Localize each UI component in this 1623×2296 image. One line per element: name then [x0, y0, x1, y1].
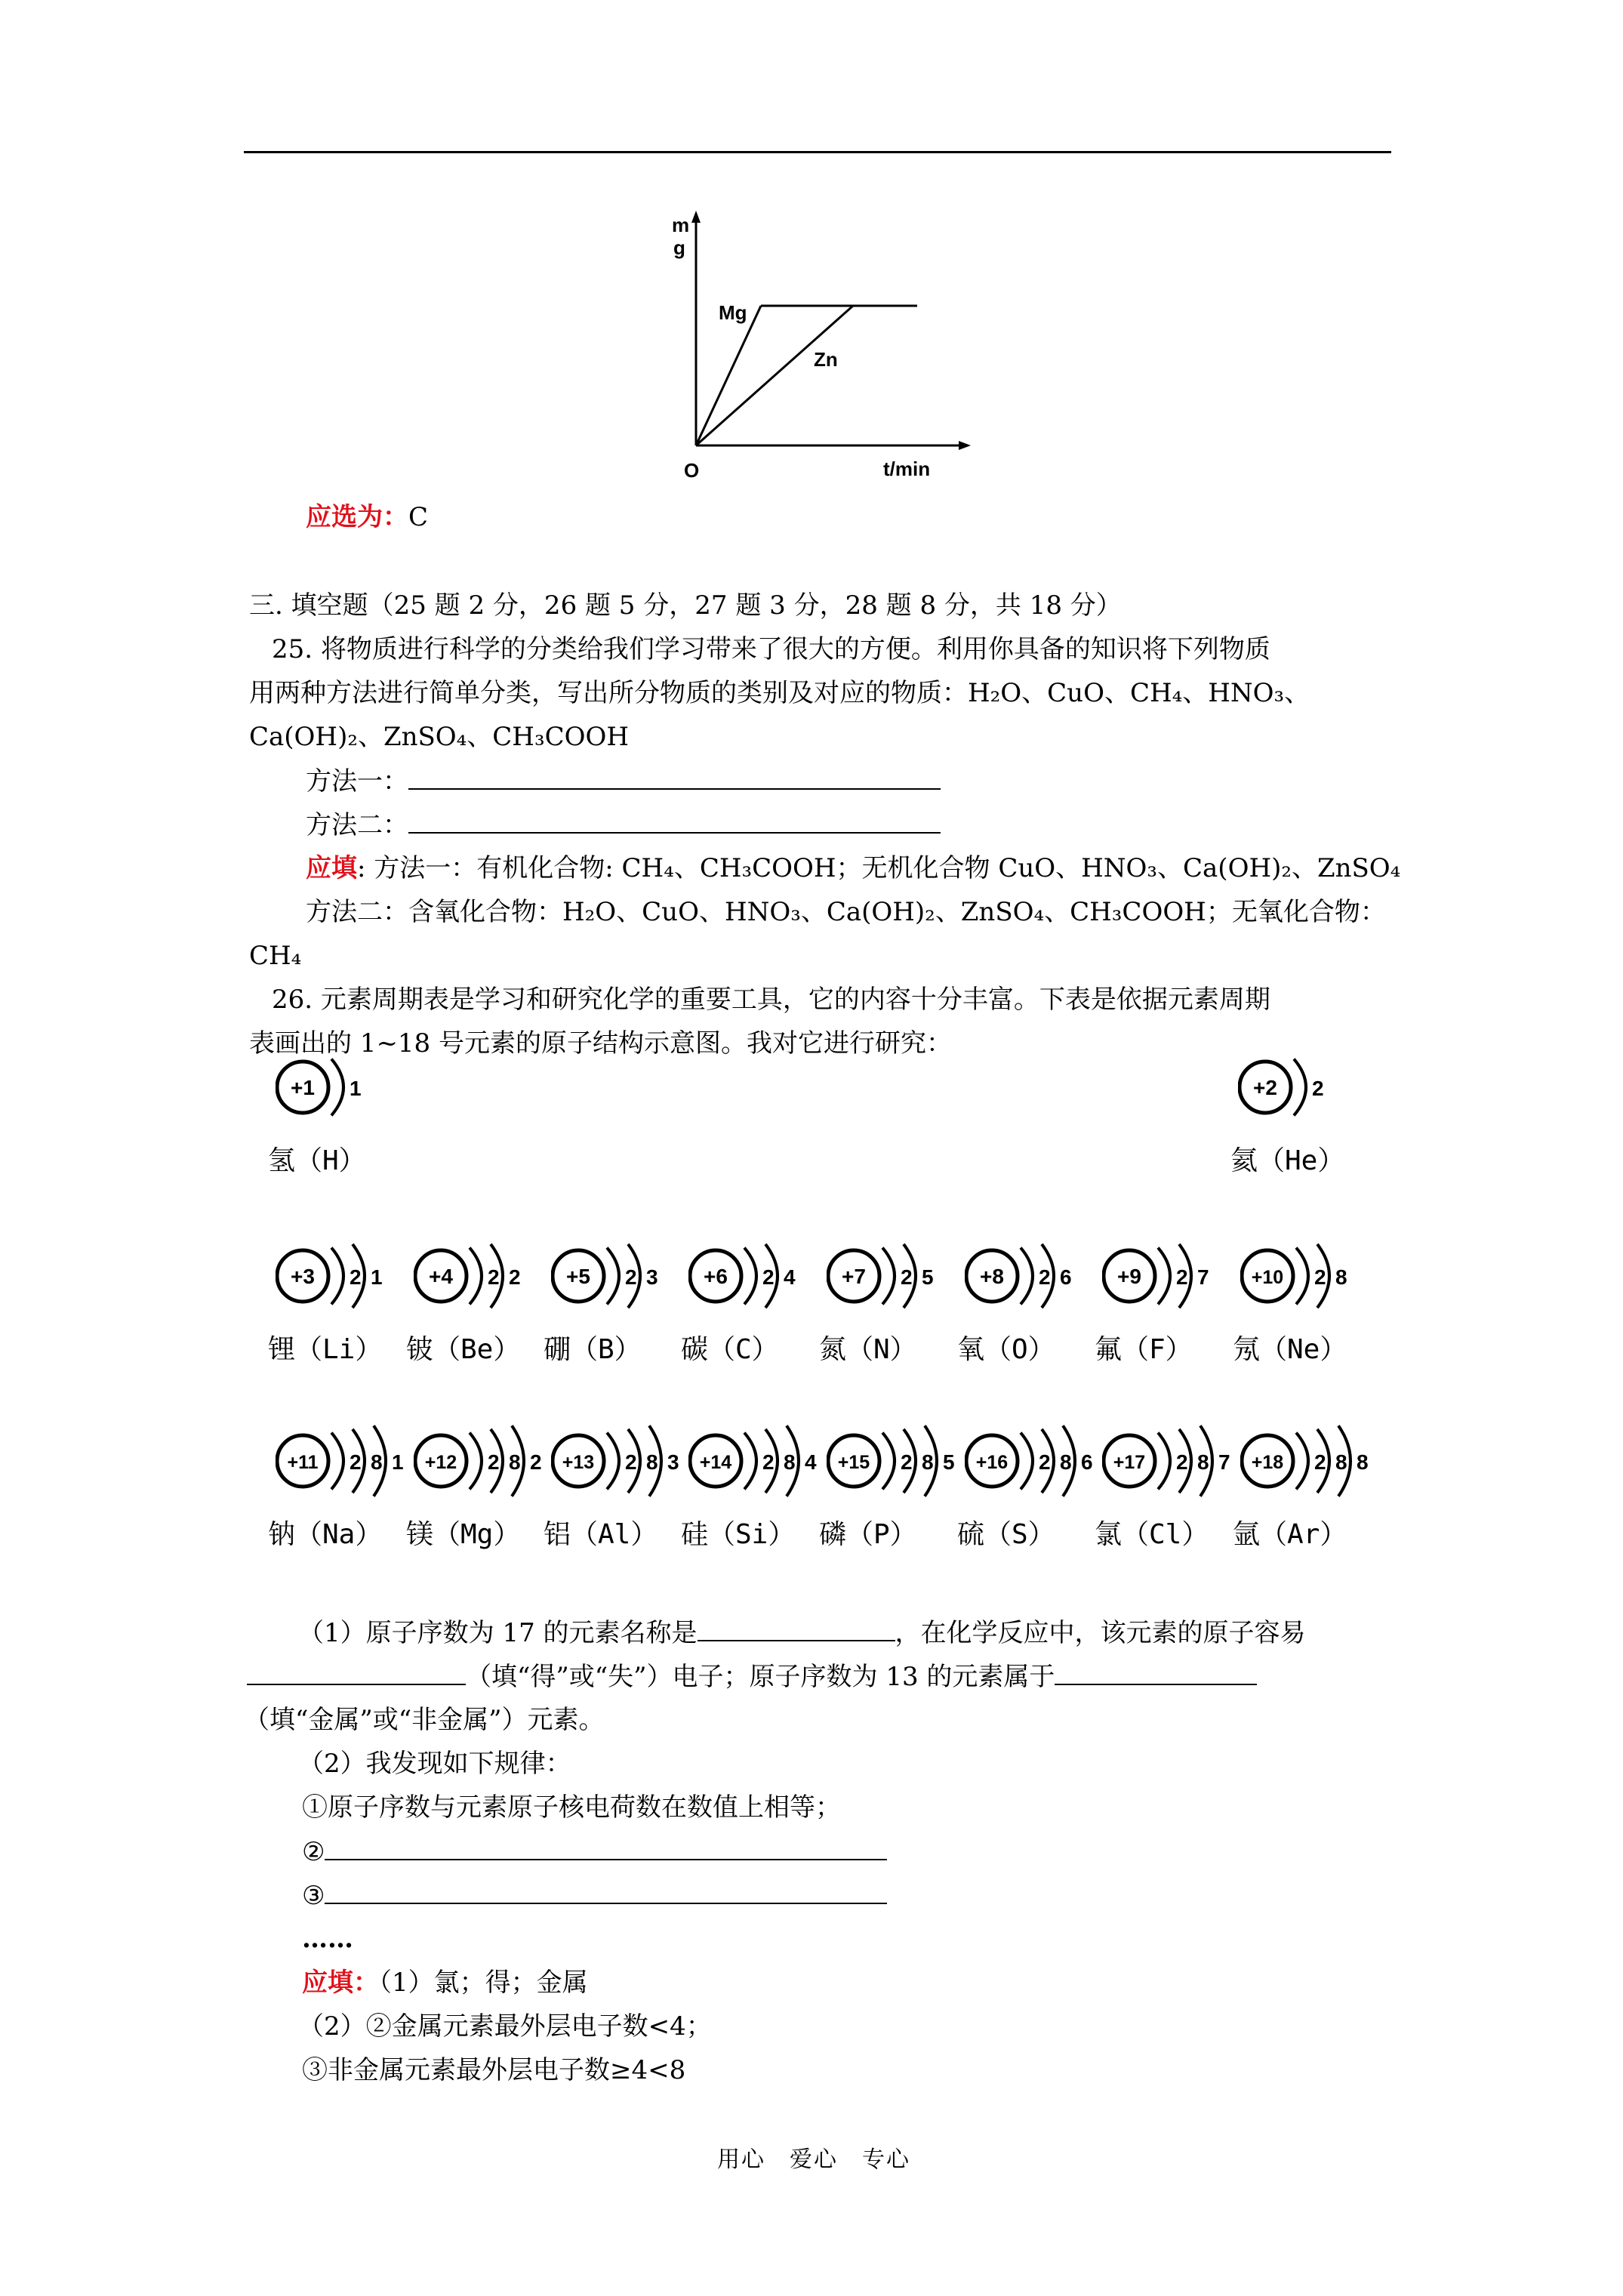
q26-p1-line-2: [247, 1661, 1257, 1692]
atom-label: 氖（Ne）: [1233, 1334, 1347, 1365]
zn-label: Zn: [814, 348, 838, 371]
nucleus-charge: +3: [291, 1265, 315, 1288]
nucleus-charge: +17: [1113, 1452, 1146, 1473]
shell-electron-count: 2: [509, 1265, 521, 1289]
atom-label: 氮（N）: [819, 1334, 917, 1365]
electron-shell-arc: [744, 1248, 756, 1305]
header-rule: [244, 151, 1391, 153]
nucleus-charge: +12: [424, 1452, 457, 1473]
atom-label: 氦（He）: [1230, 1145, 1345, 1176]
rule-2-blank[interactable]: [325, 1836, 887, 1860]
shell-electron-count: 2: [1176, 1450, 1188, 1474]
rule-1: ①原子序数与元素原子核电荷数在数值上相等；: [302, 1792, 841, 1823]
atom-label: 氧（O）: [957, 1334, 1055, 1365]
nucleus-charge: +10: [1251, 1267, 1284, 1288]
atom-diagram: [551, 1404, 694, 1518]
shell-electron-count: 1: [392, 1450, 404, 1474]
shell-electron-count: 7: [1218, 1450, 1230, 1474]
shell-electron-count: 8: [1060, 1450, 1072, 1474]
electron-shell-arc: [744, 1433, 756, 1490]
shell-electron-count: 2: [762, 1450, 775, 1474]
atom-diagram: [965, 1219, 1108, 1333]
q26-answer-2: （2）②金属元素最外层电子数<4；: [298, 2011, 712, 2042]
element-name-blank[interactable]: [698, 1617, 895, 1641]
nucleus-charge: +2: [1253, 1076, 1277, 1099]
atom-diagram: [276, 1031, 419, 1144]
atom-label: 碳（C）: [681, 1334, 779, 1365]
shell-electron-count: 2: [1314, 1450, 1326, 1474]
q25-line-2: 用两种方法进行简单分类，写出所分物质的类别及对应的物质：H₂O、CuO、CH₄、HNO₃、: [249, 678, 1310, 708]
atom-label: 氟（F）: [1095, 1334, 1193, 1365]
shell-electron-count: 2: [1039, 1265, 1051, 1289]
shell-electron-count: 2: [488, 1450, 500, 1474]
electron-shell-arc: [331, 1433, 343, 1490]
shell-electron-count: 8: [371, 1450, 383, 1474]
electron-shell-arc: [607, 1433, 619, 1490]
shell-electron-count: 2: [530, 1450, 542, 1474]
mg-label: Mg: [719, 301, 747, 324]
answer-24: [306, 502, 428, 532]
shell-electron-count: 8: [784, 1450, 796, 1474]
shell-electron-count: 8: [1357, 1450, 1369, 1474]
atom-diagram: [551, 1219, 694, 1333]
atom-diagram: [276, 1404, 419, 1518]
mass-time-graph: [664, 208, 996, 487]
atom-diagram: [1240, 1219, 1384, 1333]
shell-electron-count: 5: [922, 1265, 934, 1289]
y-label-g: g: [673, 236, 685, 259]
q25-answer-label: 应填: [306, 853, 357, 883]
x-arrow-icon: [959, 441, 971, 450]
nucleus-charge: +7: [842, 1265, 866, 1288]
shell-electron-count: 6: [1060, 1265, 1072, 1289]
atom-diagram: [688, 1404, 832, 1518]
nucleus-charge: +18: [1251, 1452, 1284, 1473]
mg-line: [696, 306, 761, 445]
q26-p1-line-3: （填“金属”或“非金属”）元素。: [244, 1705, 605, 1735]
electron-shell-arc: [331, 1059, 343, 1116]
atom-diagram: [414, 1404, 557, 1518]
nucleus-charge: +14: [699, 1452, 732, 1473]
rule-3: [302, 1880, 887, 1911]
zn-line: [696, 306, 853, 445]
nucleus-charge: +11: [287, 1452, 319, 1473]
q26-line-1: 26. 元素周期表是学习和研究化学的重要工具，它的内容十分丰富。下表是依据元素周期: [272, 985, 1270, 1015]
atom-diagram: [1240, 1404, 1384, 1518]
q25-answer-1: [306, 853, 1400, 883]
electron-shell-arc: [1294, 1059, 1306, 1116]
shell-electron-count: 4: [805, 1450, 817, 1474]
gain-lose-blank[interactable]: [247, 1661, 466, 1685]
atom-diagram: [1238, 1031, 1381, 1144]
p1c-text: （填“得”或“失”）电子；原子序数为 13 的元素属于: [466, 1662, 1055, 1692]
electron-shell-arc: [882, 1248, 895, 1305]
shell-electron-count: 2: [625, 1450, 637, 1474]
metal-blank[interactable]: [1055, 1661, 1257, 1685]
shell-electron-count: 8: [509, 1450, 521, 1474]
shell-electron-count: 2: [901, 1265, 913, 1289]
nucleus-charge: +16: [975, 1452, 1009, 1473]
atom-label: 氯（Cl）: [1095, 1519, 1209, 1550]
shell-electron-count: 2: [762, 1265, 775, 1289]
shell-electron-count: 2: [488, 1265, 500, 1289]
atom-diagram: [965, 1404, 1108, 1518]
shell-electron-count: 8: [1335, 1450, 1347, 1474]
atom-diagram: [827, 1219, 970, 1333]
shell-electron-count: 3: [646, 1265, 658, 1289]
shell-electron-count: 1: [350, 1077, 362, 1100]
shell-electron-count: 2: [901, 1450, 913, 1474]
shell-electron-count: 8: [1335, 1265, 1347, 1289]
atom-label: 硼（B）: [544, 1334, 642, 1365]
origin-label: O: [684, 459, 700, 482]
nucleus-charge: +15: [837, 1452, 870, 1473]
shell-electron-count: 2: [350, 1450, 362, 1474]
section-3-heading: 三. 填空题（25 题 2 分，26 题 5 分，27 题 3 分，28 题 8 分，共 18 分）: [249, 590, 1122, 621]
atom-label: 氩（Ar）: [1233, 1519, 1347, 1550]
q26-p1-line-1: [298, 1617, 1306, 1648]
shell-electron-count: 5: [943, 1450, 955, 1474]
rule-3-mark: ③: [302, 1881, 325, 1911]
atom-label: 硫（S）: [957, 1519, 1055, 1550]
x-axis-label: t/min: [883, 458, 931, 480]
q26-answer-3: ③非金属元素最外层电子数≥4<8: [302, 2055, 686, 2085]
electron-shell-arc: [1296, 1248, 1308, 1305]
atom-diagram: [276, 1219, 419, 1333]
nucleus-charge: +4: [429, 1265, 453, 1288]
q26-answer-text-1: （1）氯；得；金属: [379, 1968, 588, 1998]
answer-value: C: [408, 502, 429, 532]
y-arrow-icon: [691, 211, 701, 223]
electron-shell-arc: [1158, 1433, 1170, 1490]
shell-electron-count: 2: [350, 1265, 362, 1289]
method-2-label: 方法二：: [306, 810, 408, 840]
shell-electron-count: 2: [1039, 1450, 1051, 1474]
electron-shell-arc: [1158, 1248, 1170, 1305]
rule-3-blank[interactable]: [325, 1880, 887, 1904]
method-1-label: 方法一：: [306, 766, 408, 797]
y-label-m: m: [672, 214, 690, 236]
nucleus-charge: +9: [1117, 1265, 1141, 1288]
atom-diagram: [1102, 1219, 1246, 1333]
atom-diagram: [414, 1219, 557, 1333]
q25-line-3: Ca(OH)₂、ZnSO₄、CH₃COOH: [249, 722, 629, 752]
atom-diagram: [827, 1404, 970, 1518]
nucleus-charge: +8: [980, 1265, 1004, 1288]
atom-label: 铝（Al）: [544, 1519, 658, 1550]
q25-answer-2: 方法二：含氧化合物：H₂O、CuO、HNO₃、Ca(OH)₂、ZnSO₄、CH₃COOH；无氧化合物：: [306, 897, 1386, 927]
shell-electron-count: 2: [1312, 1077, 1324, 1100]
atom-label: 磷（P）: [819, 1519, 917, 1550]
method-1-blank[interactable]: [408, 766, 941, 790]
q25-answer-3: CH₄: [249, 941, 302, 971]
atom-label: 硅（Si）: [681, 1519, 796, 1550]
shell-electron-count: 1: [371, 1265, 383, 1289]
electron-shell-arc: [470, 1248, 482, 1305]
atom-label: 锂（Li）: [268, 1334, 383, 1365]
nucleus-charge: +1: [291, 1076, 315, 1099]
atom-label: 氢（H）: [268, 1145, 366, 1176]
electron-shell-arc: [1021, 1248, 1033, 1305]
shell-electron-count: 6: [1081, 1450, 1093, 1474]
q25-line-1: 25. 将物质进行科学的分类给我们学习带来了很大的方便。利用你具备的知识将下列物质: [272, 634, 1270, 664]
shell-electron-count: 2: [1314, 1265, 1326, 1289]
nucleus-charge: +5: [566, 1265, 590, 1288]
electron-shell-arc: [882, 1433, 895, 1490]
ellipsis: ……: [302, 1924, 353, 1954]
q26-answer-label: 应填：: [302, 1968, 379, 1998]
p1a-text: （1）原子序数为 17 的元素名称是: [298, 1618, 698, 1648]
shell-electron-count: 3: [667, 1450, 679, 1474]
answer-label: 应选为：: [306, 502, 408, 532]
electron-shell-arc: [607, 1248, 619, 1305]
electron-shell-arc: [1021, 1433, 1033, 1490]
rule-2: [302, 1836, 887, 1867]
q26-answer-1: [302, 1968, 588, 1998]
page-footer: 用心 爱心 专心: [717, 2147, 910, 2173]
atom-label: 镁（Mg）: [406, 1519, 521, 1550]
p1b-text: ，在化学反应中，该元素的原子容易: [895, 1618, 1306, 1648]
shell-electron-count: 2: [1176, 1265, 1188, 1289]
rule-2-mark: ②: [302, 1837, 325, 1867]
atom-diagram: [688, 1219, 832, 1333]
q25-method-1: [306, 766, 941, 797]
q26-line-2: 表画出的 1~18 号元素的原子结构示意图。我对它进行研究：: [249, 1028, 952, 1059]
q26-p2: （2）我发现如下规律：: [298, 1749, 571, 1779]
shell-electron-count: 2: [625, 1265, 637, 1289]
q25-method-2: [306, 809, 941, 840]
atom-label: 铍（Be）: [406, 1334, 521, 1365]
electron-shell-arc: [470, 1433, 482, 1490]
atom-diagram: [1102, 1404, 1246, 1518]
q25-answer-text-1: : 方法一：有机化合物: CH₄、CH₃COOH；无机化合物 CuO、HNO₃、Ca(OH)₂、ZnSO₄: [357, 853, 1401, 883]
nucleus-charge: +6: [704, 1265, 728, 1288]
shell-electron-count: 7: [1197, 1265, 1209, 1289]
shell-electron-count: 4: [784, 1265, 796, 1289]
shell-electron-count: 8: [1197, 1450, 1209, 1474]
atom-label: 钠（Na）: [268, 1519, 383, 1550]
electron-shell-arc: [331, 1248, 343, 1305]
method-2-blank[interactable]: [408, 809, 941, 834]
electron-shell-arc: [1296, 1433, 1308, 1490]
shell-electron-count: 8: [646, 1450, 658, 1474]
shell-electron-count: 8: [922, 1450, 934, 1474]
nucleus-charge: +13: [562, 1452, 595, 1473]
